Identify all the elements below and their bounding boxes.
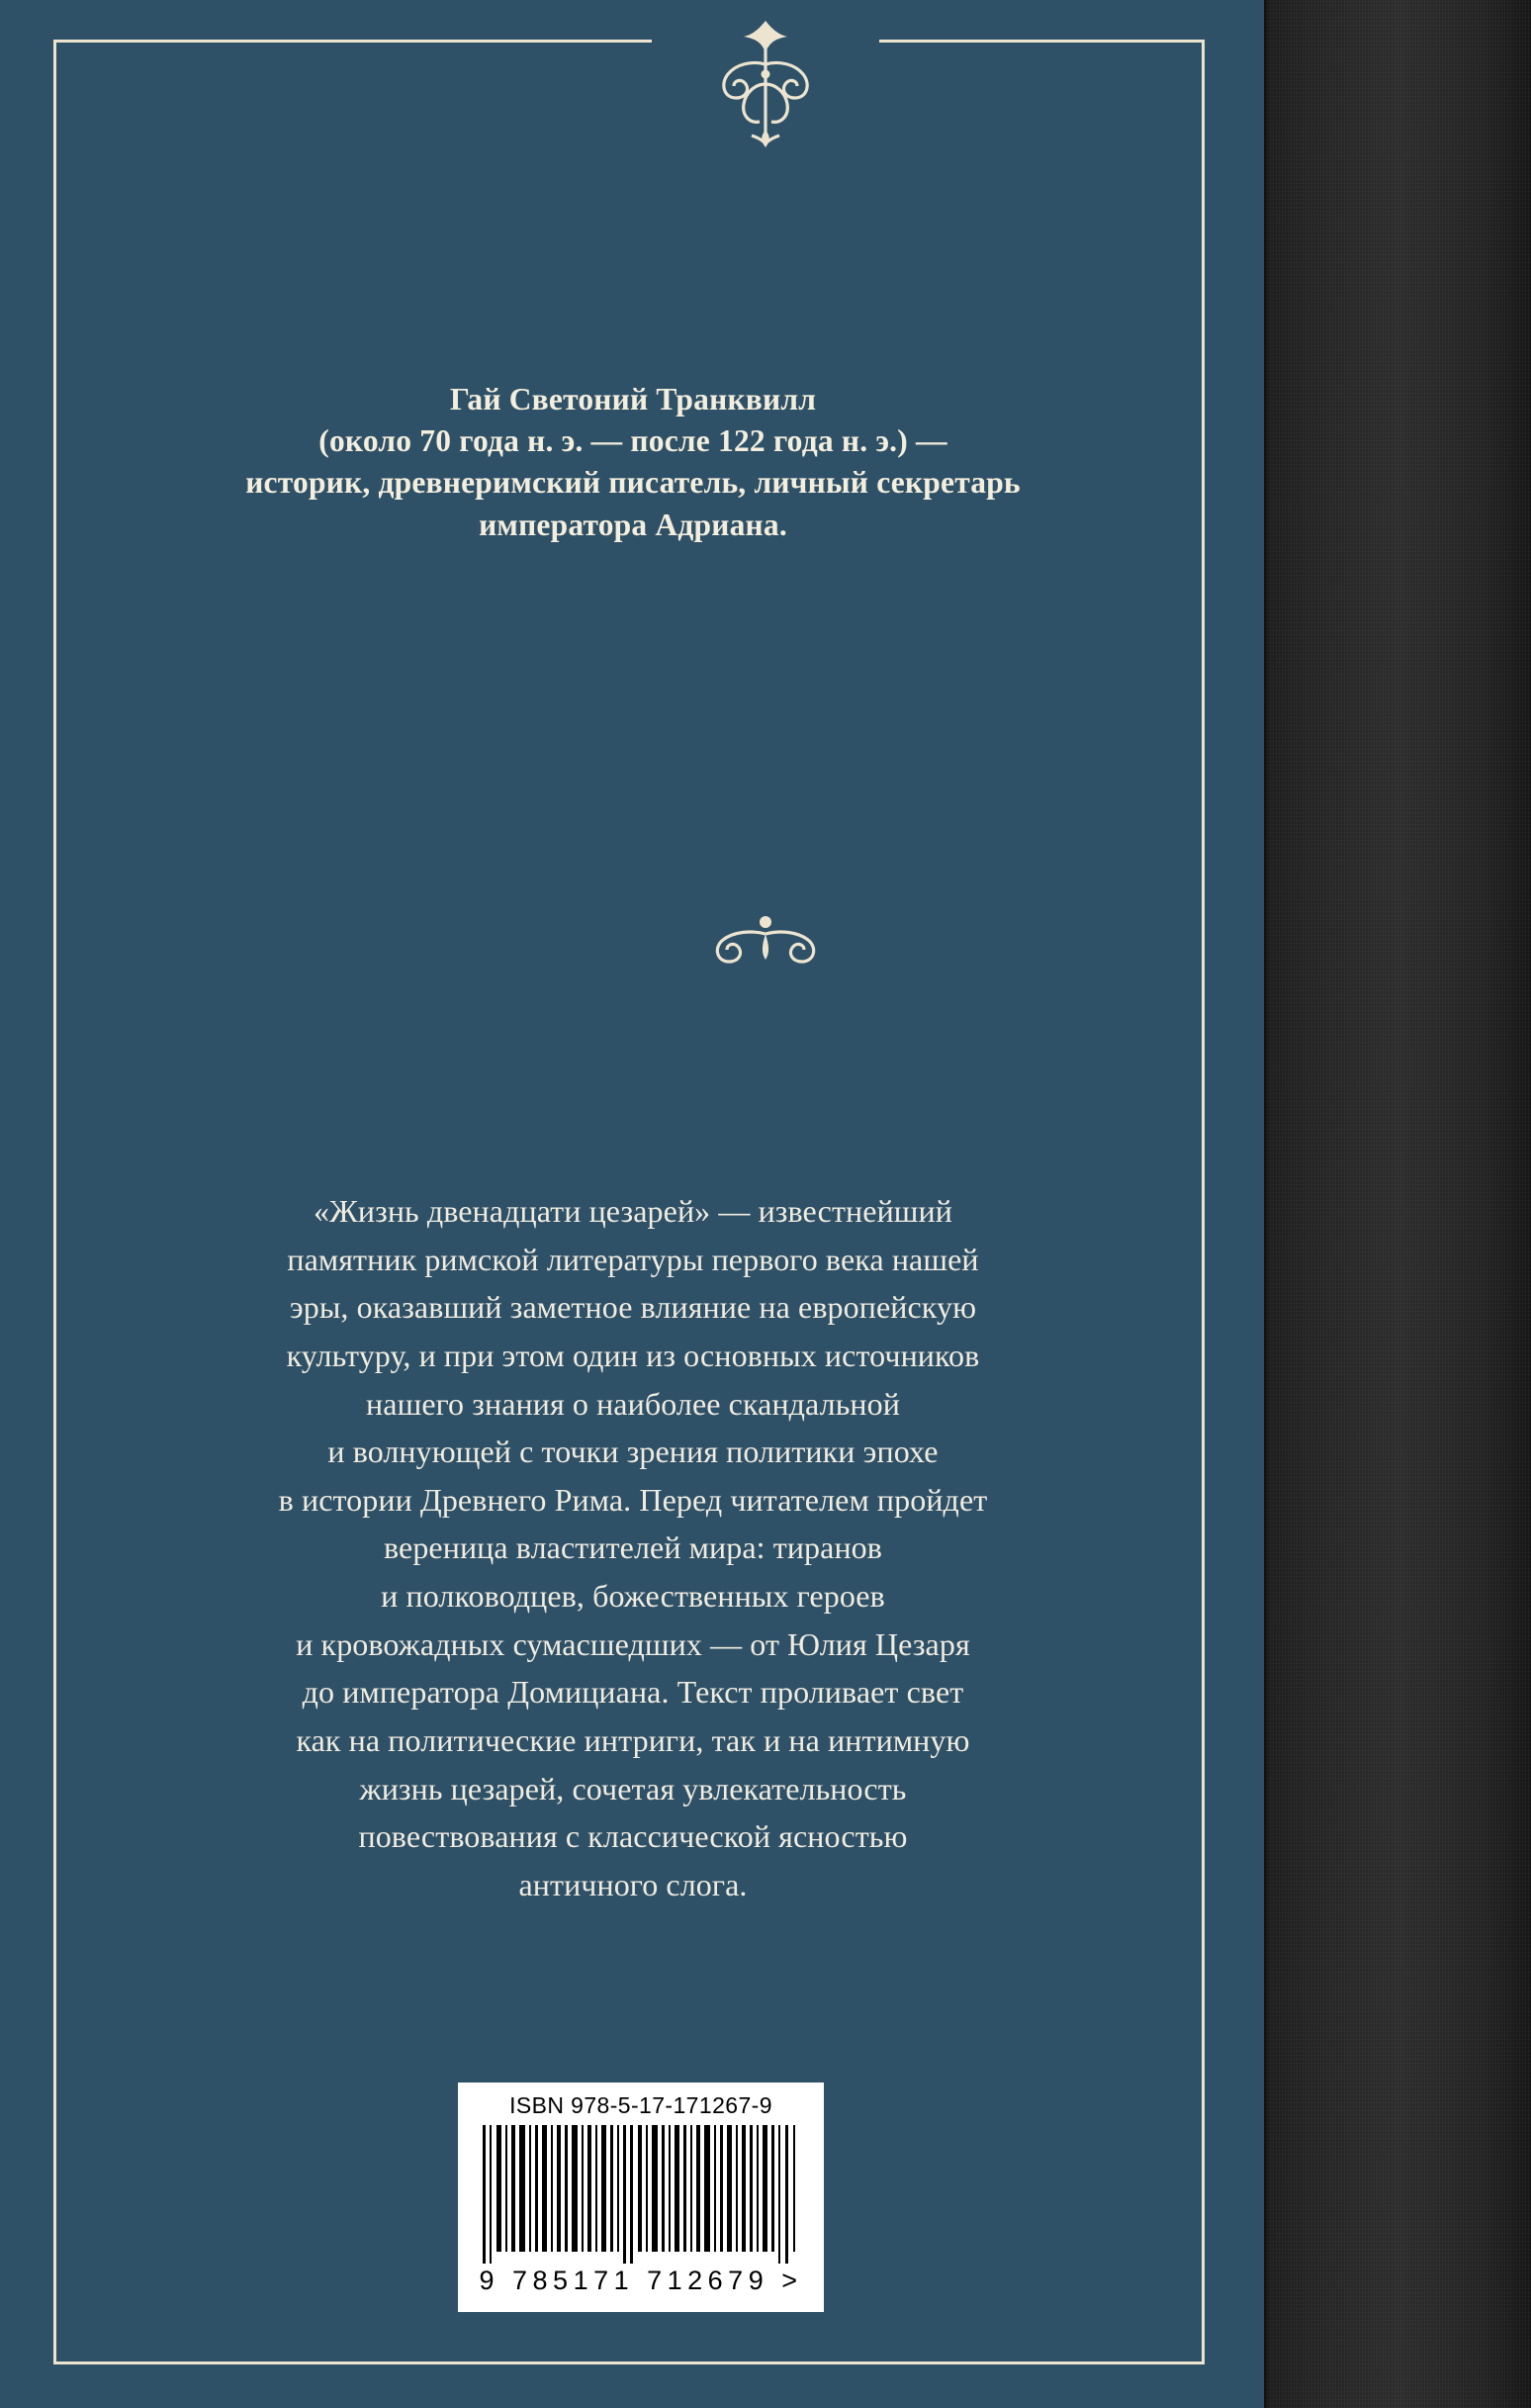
annotation-line: вереница властителей мира: тиранов (384, 1529, 882, 1566)
annotation-line: и полководцев, божественных героев (381, 1578, 885, 1614)
flourish-ornament-middle-icon (667, 895, 864, 984)
book-annotation (89, 1187, 1177, 1908)
annotation-line: до императора Домициана. Текст проливает свет (302, 1674, 964, 1711)
annotation-line: нашего знания о наиболее скандальной (366, 1385, 900, 1422)
barcode-block (458, 2083, 824, 2312)
annotation-line: античного слога. (518, 1866, 748, 1902)
author-line: императора Адриана. (479, 507, 787, 542)
barcode-digits: 9 785171 712679 > (479, 2266, 803, 2295)
author-line: (около 70 года н. э. — после 122 года н. э.) — (318, 423, 947, 459)
annotation-line: жизнь цезарей, сочетая увлекательность (359, 1770, 907, 1806)
annotation-line: как на политические интриги, так и на интимную (296, 1721, 970, 1758)
book-spine (1264, 0, 1531, 2408)
flourish-ornament-top-icon (652, 8, 879, 166)
annotation-line: и волнующей с точки зрения политики эпохе (327, 1434, 939, 1470)
annotation-line: культуру, и при этом один из основных источников (286, 1337, 980, 1373)
author-line: историк, древнеримский писатель, личный секретарь (245, 465, 1021, 501)
annotation-line: эры, оказавший заметное влияние на европейскую (289, 1289, 977, 1326)
spine-edge-shadow (1264, 0, 1270, 2408)
annotation-line: повествования с классической ясностью (358, 1818, 908, 1855)
annotation-line: и кровожадных сумасшедших — от Юлия Цезаря (296, 1625, 970, 1662)
isbn-label: ISBN 978-5-17-171267-9 (509, 2092, 772, 2118)
author-line: Гай Светоний Транквилл (449, 382, 817, 417)
annotation-line: «Жизнь двенадцати цезарей» — известнейший (314, 1193, 952, 1229)
annotation-line: в истории Древнего Рима. Перед читателем пройдет (278, 1481, 988, 1518)
author-info (99, 379, 1167, 546)
barcode-bars-icon (479, 2125, 803, 2264)
annotation-line: памятник римской литературы первого века нашей (287, 1241, 979, 1277)
